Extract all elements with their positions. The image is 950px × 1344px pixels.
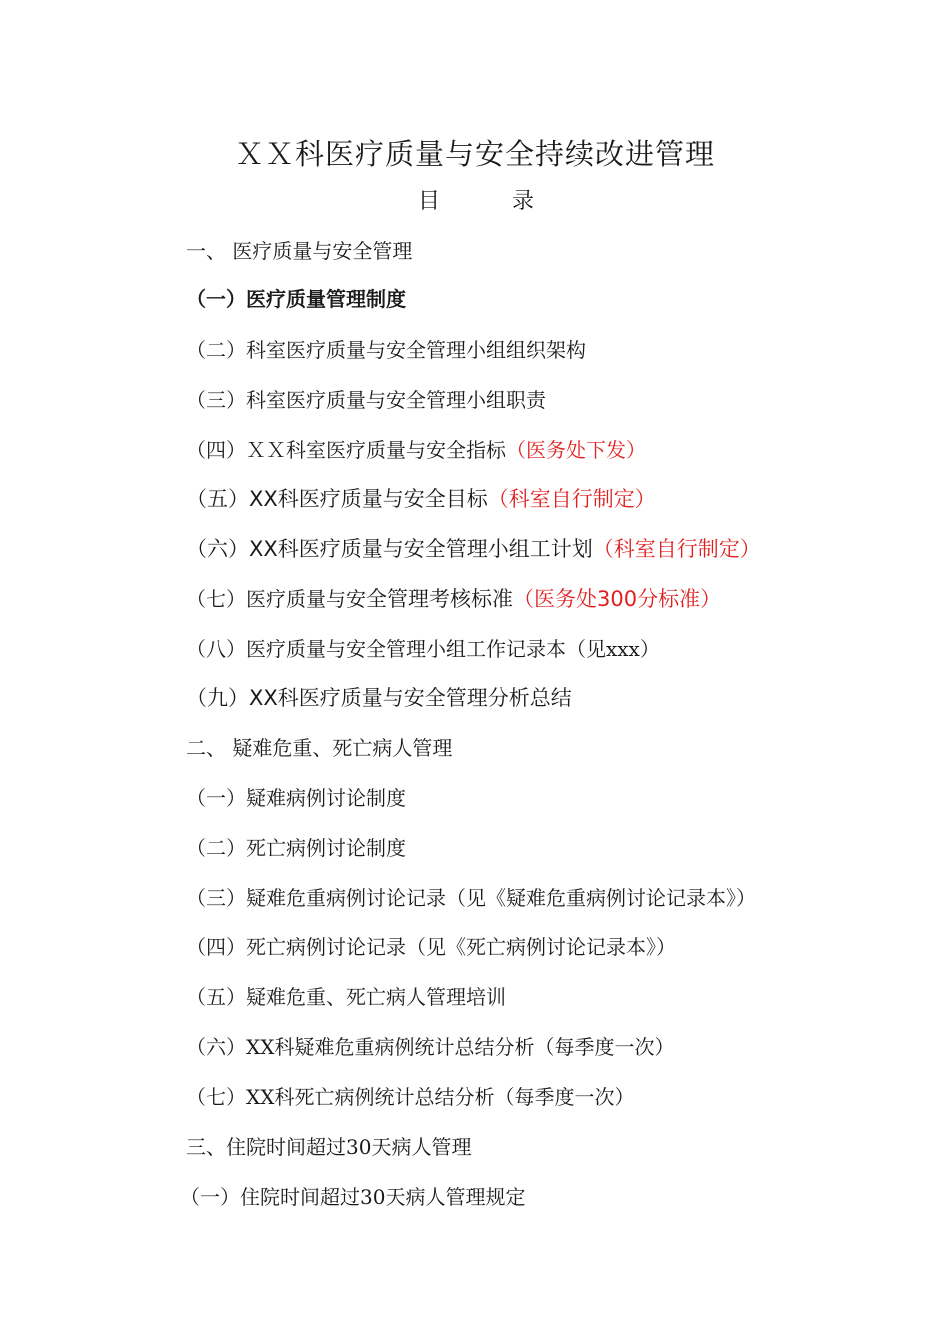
toc-item-text: （六）XX科疑难危重病例统计总结分析（每季度一次） bbox=[186, 1035, 675, 1059]
toc-item-text: 三、住院时间超过30天病人管理 bbox=[186, 1135, 472, 1159]
toc-item-text: （二）科室医疗质量与安全管理小组组织架构 bbox=[186, 338, 586, 362]
toc-section-1 bbox=[186, 236, 412, 266]
toc-item-3-1 bbox=[180, 1182, 525, 1212]
toc-item-text: （八）医疗质量与安全管理小组工作记录本（见xxx） bbox=[186, 637, 660, 661]
toc-item-1-1 bbox=[186, 284, 406, 314]
document-title: ＸＸ科医疗质量与安全持续改进管理 bbox=[234, 137, 715, 171]
toc-item-text: （五）XX科医疗质量与安全目标 bbox=[186, 487, 488, 511]
toc-item-1-6 bbox=[186, 534, 761, 564]
toc-item-1-5 bbox=[186, 484, 656, 514]
toc-item-text: （六）XX科医疗质量与安全管理小组工计划 bbox=[186, 537, 593, 561]
toc-item-text: （一）疑难病例讨论制度 bbox=[186, 786, 406, 810]
toc-item-note: （科室自行制定） bbox=[592, 537, 761, 561]
toc-item-1-2 bbox=[186, 335, 586, 365]
toc-item-2-3 bbox=[186, 883, 756, 913]
toc-item-text: 一、 医疗质量与安全管理 bbox=[186, 239, 413, 263]
toc-item-1-4 bbox=[186, 435, 646, 465]
toc-item-text: （一）住院时间超过30天病人管理规定 bbox=[180, 1185, 526, 1209]
toc-item-1-8 bbox=[186, 634, 660, 664]
toc-item-text: （九）XX科医疗质量与安全管理分析总结 bbox=[186, 686, 572, 710]
toc-item-note: （科室自行制定） bbox=[487, 487, 656, 511]
toc-item-text: （三）疑难危重病例讨论记录（见《疑难危重病例讨论记录本》） bbox=[186, 886, 756, 910]
toc-item-note: （医务处300分标准） bbox=[513, 587, 722, 611]
toc-item-text: （三）科室医疗质量与安全管理小组职责 bbox=[186, 388, 546, 412]
toc-item-text: （四）ＸＸ科室医疗质量与安全指标 bbox=[186, 438, 506, 462]
toc-heading-left: 目 bbox=[418, 189, 441, 214]
toc-item-2-7 bbox=[186, 1082, 634, 1112]
toc-heading-right: 录 bbox=[512, 189, 535, 214]
toc-item-text: （四）死亡病例讨论记录（见《死亡病例讨论记录本》） bbox=[186, 935, 676, 959]
toc-item-1-3 bbox=[186, 385, 546, 415]
toc-item-text: （七）医疗质量与安 bbox=[186, 587, 366, 611]
toc-item-text: （七）XX科死亡病例统计总结分析（每季度一次） bbox=[186, 1085, 635, 1109]
toc-item-1-9 bbox=[186, 683, 572, 713]
toc-item-note: （医务处下发） bbox=[506, 438, 646, 462]
toc-item-text: （二）死亡病例讨论制度 bbox=[186, 836, 406, 860]
toc-item-2-5 bbox=[186, 982, 506, 1012]
toc-item-2-1 bbox=[186, 783, 406, 813]
toc-section-2 bbox=[186, 733, 452, 763]
toc-item-text: 二、 疑难危重、死亡病人管理 bbox=[186, 736, 453, 760]
toc-item-text: （一）医疗质量管理制度 bbox=[186, 287, 406, 311]
toc-item-2-6 bbox=[186, 1032, 674, 1062]
toc-section-3 bbox=[186, 1132, 471, 1162]
toc-item-text-b: 全管理考核标准 bbox=[366, 587, 513, 611]
toc-item-1-7 bbox=[186, 584, 721, 615]
toc-item-text: （五）疑难危重、死亡病人管理培训 bbox=[186, 985, 506, 1009]
toc-item-2-4 bbox=[186, 932, 676, 962]
toc-item-2-2 bbox=[186, 833, 406, 863]
